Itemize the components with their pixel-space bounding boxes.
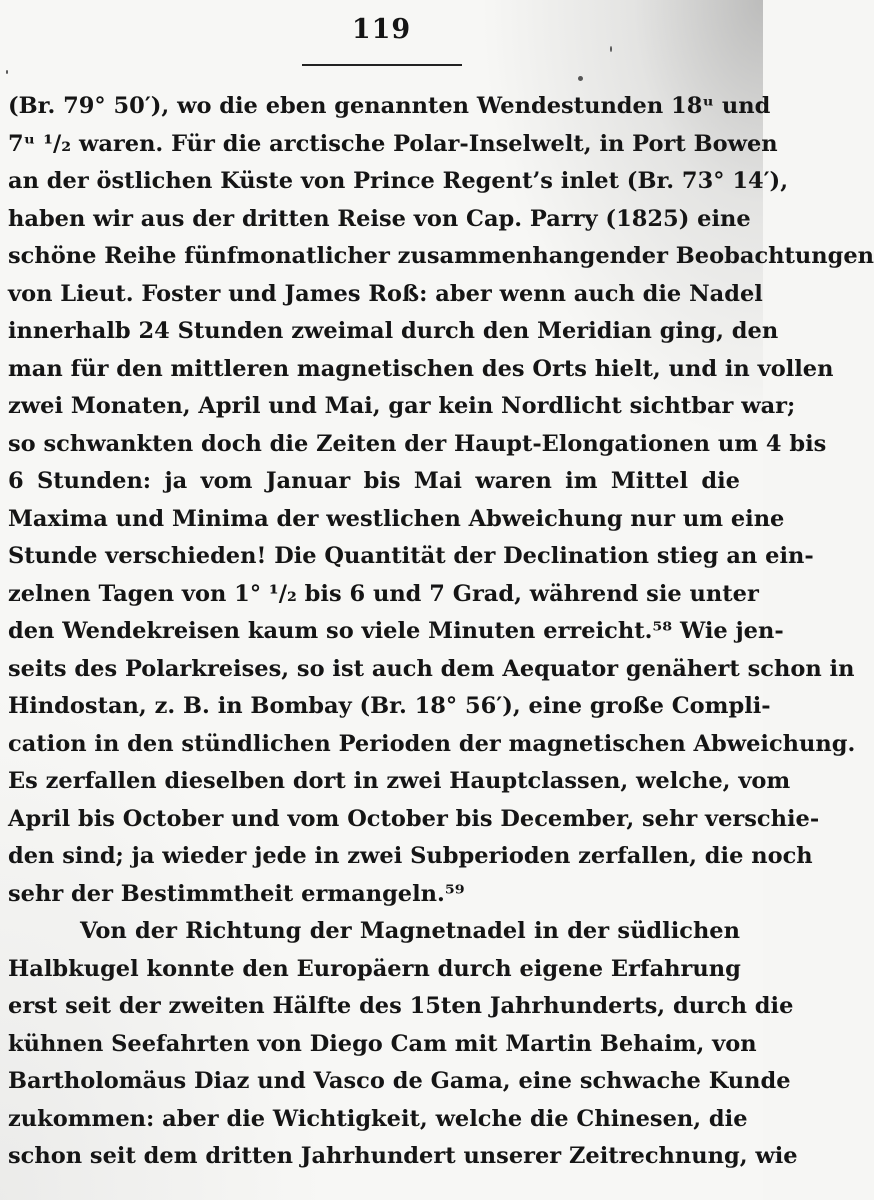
text-line: 7ᵘ ¹/₂ waren. Für die arctische Polar-Inselwelt, in Port Bowen [8, 130, 778, 157]
text-line: Stunde verschieden! Die Quantität der Declination stieg an ein- [8, 543, 814, 569]
text-line: erst seit der zweiten Hälfte des 15ten Jahrhunderts, durch die [8, 993, 794, 1019]
text-line: schon seit dem dritten Jahrhundert unserer Zeitrechnung, wie [8, 1143, 798, 1169]
text-line: (Br. 79° 50′), wo die eben genannten Wendestunden 18ᵘ und [8, 93, 771, 119]
text-line: den sind; ja wieder jede in zwei Subperioden zerfallen, die noch [8, 843, 813, 869]
text-line: schöne Reihe fünfmonatlicher zusammenhangender Beobachtungen [8, 243, 874, 269]
text-line: Maxima und Minima der westlichen Abweichung nur um eine [8, 505, 785, 532]
paper-speck [578, 76, 583, 81]
page-number: 119 [351, 14, 412, 45]
paper-speck [610, 46, 612, 52]
text-line: Hindostan, z. B. in Bombay (Br. 18° 56′), eine große Compli- [8, 693, 771, 719]
text-line: an der östlichen Küste von Prince Regent’s inlet (Br. 73° 14′), [8, 168, 789, 194]
text-line: innerhalb 24 Stunden zweimal durch den Meridian ging, den [8, 318, 779, 344]
text-line: von Lieut. Foster und James Roß: aber wenn auch die Nadel [8, 280, 763, 307]
header-rule [302, 64, 462, 66]
text-line: zelnen Tagen von 1° ¹/₂ bis 6 und 7 Grad, während sie unter [8, 580, 759, 607]
text-line: 6 Stunden: ja vom Januar bis Mai waren im Mittel die [8, 468, 740, 494]
text-line: kühnen Seefahrten von Diego Cam mit Martin Behaim, von [8, 1030, 757, 1057]
text-line: April bis October und vom October bis December, sehr verschie- [8, 805, 820, 832]
text-line: zwei Monaten, April und Mai, gar kein Nordlicht sichtbar war; [8, 393, 796, 419]
body-text [8, 88, 874, 1176]
text-line: den Wendekreisen kaum so viele Minuten erreicht.⁵⁸ Wie jen- [8, 618, 784, 644]
paragraph-first-line: Von der Richtung der Magnetnadel in der südlichen [80, 918, 740, 944]
text-line: Bartholomäus Diaz und Vasco de Gama, eine schwache Kunde [8, 1068, 791, 1094]
text-line: so schwankten doch die Zeiten der Haupt-Elongationen um 4 bis [8, 430, 827, 457]
text-line: zukommen: aber die Wichtigkeit, welche die Chinesen, die [8, 1105, 748, 1132]
text-line: Es zerfallen dieselben dort in zwei Hauptclassen, welche, vom [8, 768, 791, 794]
text-line: sehr der Bestimmtheit ermangeln.⁵⁹ [8, 880, 465, 907]
text-line: haben wir aus der dritten Reise von Cap. Parry (1825) eine [8, 205, 751, 232]
text-line: cation in den stündlichen Perioden der magnetischen Abweichung. [8, 730, 856, 757]
text-line: man für den mittleren magnetischen des Orts hielt, und in vollen [8, 355, 834, 382]
text-line: seits des Polarkreises, so ist auch dem Aequator genähert schon in [8, 655, 855, 682]
paper-speck [6, 70, 8, 74]
text-line: Halbkugel konnte den Europäern durch eigene Erfahrung [8, 955, 741, 982]
